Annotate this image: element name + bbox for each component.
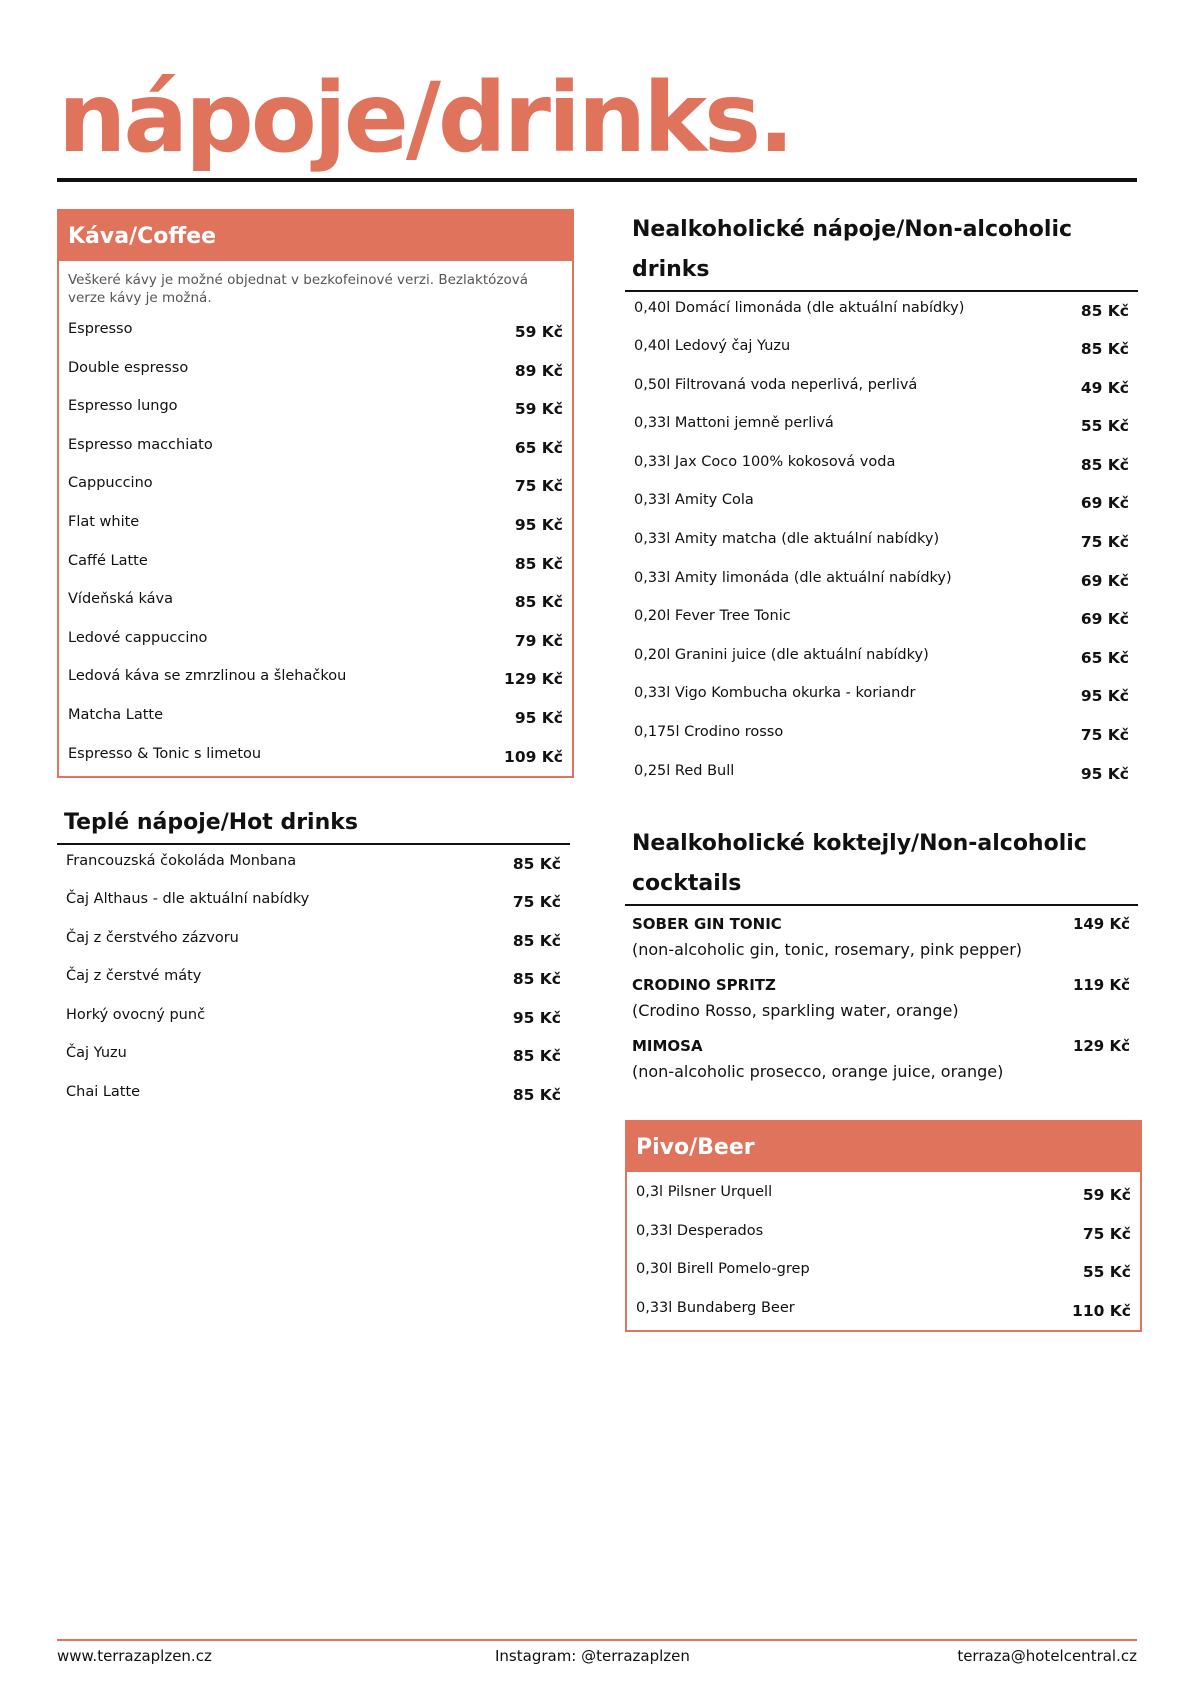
- cocktail-price: 129 Kč: [1072, 1036, 1130, 1055]
- menu-item-name: 0,40l Ledový čaj Yuzu: [634, 338, 791, 355]
- menu-item-row: [625, 755, 1138, 794]
- menu-item-row: [59, 390, 572, 429]
- menu-item-row: [627, 1176, 1140, 1215]
- menu-item-price: 69 Kč: [1080, 494, 1129, 513]
- menu-item-name: 0,33l Amity matcha (dle aktuální nabídky): [634, 531, 940, 548]
- menu-item-name: Espresso & Tonic s limetou: [68, 745, 262, 762]
- footer-instagram[interactable]: Instagram: @terrazaplzen: [495, 1647, 690, 1665]
- menu-item-name: Čaj z čerstvého zázvoru: [66, 929, 239, 946]
- menu-item-row: [57, 1076, 570, 1115]
- footer-email[interactable]: terraza@hotelcentral.cz: [957, 1647, 1137, 1665]
- menu-item-name: Double espresso: [68, 359, 189, 376]
- menu-item-row: [625, 677, 1138, 716]
- cocktail-name: MIMOSA: [632, 1036, 703, 1055]
- menu-item-price: 69 Kč: [1080, 610, 1129, 629]
- cocktail-item: [625, 967, 1138, 1028]
- hot-drinks-list: [57, 845, 570, 1115]
- menu-item-name: 0,33l Bundaberg Beer: [636, 1299, 795, 1316]
- coffee-note: Veškeré kávy je možné objednat v bezkofeinové verzi. Bezlaktózová verze kávy je možná.: [68, 272, 528, 306]
- cocktail-item: [625, 906, 1138, 967]
- menu-item-price: 129 Kč: [504, 670, 563, 689]
- cocktail-name: SOBER GIN TONIC: [632, 914, 782, 933]
- menu-item-row: [59, 429, 572, 468]
- menu-item-row: [59, 545, 572, 584]
- title-divider: [57, 178, 1137, 182]
- menu-item-price: 89 Kč: [514, 361, 563, 380]
- menu-item-row: [59, 467, 572, 506]
- menu-item-name: 0,33l Amity limonáda (dle aktuální nabídky): [634, 569, 952, 586]
- cocktails-header: Nealkoholické koktejly/Non-alcoholic cocktails: [632, 831, 1087, 896]
- menu-item-row: [625, 292, 1138, 331]
- menu-item-price: 85 Kč: [514, 554, 563, 573]
- non-alcoholic-header: Nealkoholické nápoje/Non-alcoholic drinks: [632, 217, 1073, 282]
- menu-item-price: 85 Kč: [1080, 340, 1129, 359]
- menu-item-price: 85 Kč: [1080, 301, 1129, 320]
- menu-item-name: Caffé Latte: [68, 552, 148, 569]
- menu-item-price: 59 Kč: [1082, 1186, 1131, 1204]
- cocktail-item: [625, 1028, 1138, 1089]
- menu-item-row: [57, 999, 570, 1038]
- menu-item-name: 0,50l Filtrovaná voda neperlivá, perlivá: [634, 376, 918, 393]
- coffee-header: Káva/Coffee: [59, 211, 572, 261]
- menu-item-name: 0,20l Granini juice (dle aktuální nabídky): [634, 646, 929, 663]
- cocktail-description: (non-alcoholic prosecco, orange juice, orange): [632, 1061, 1004, 1081]
- cocktail-description: (Crodino Rosso, sparkling water, orange): [632, 1000, 959, 1020]
- hot-drinks-header: Teplé nápoje/Hot drinks: [64, 810, 358, 835]
- cocktails-section: [625, 824, 1138, 1089]
- menu-item-name: Vídeňská káva: [68, 591, 173, 608]
- menu-item-price: 75 Kč: [1082, 1224, 1131, 1243]
- cocktail-heading: [632, 976, 1130, 994]
- menu-item-name: 0,33l Amity Cola: [634, 492, 754, 509]
- menu-item-row: [57, 922, 570, 961]
- cocktail-heading: [632, 915, 1130, 933]
- menu-item-row: [59, 699, 572, 738]
- menu-item-name: Cappuccino: [68, 475, 153, 492]
- beer-list: [627, 1176, 1140, 1330]
- menu-item-row: [625, 369, 1138, 408]
- menu-item-name: Matcha Latte: [68, 706, 163, 723]
- menu-item-price: 55 Kč: [1082, 1263, 1131, 1282]
- menu-item-row: [59, 352, 572, 391]
- menu-item-name: 0,40l Domácí limonáda (dle aktuální nabídky): [634, 299, 965, 316]
- menu-item-row: [57, 1037, 570, 1076]
- beer-section: [625, 1120, 1142, 1332]
- menu-item-price: 95 Kč: [514, 515, 563, 534]
- menu-item-row: [625, 523, 1138, 562]
- menu-item-name: 0,33l Vigo Kombucha okurka - koriandr: [634, 685, 916, 702]
- menu-item-name: 0,20l Fever Tree Tonic: [634, 608, 791, 625]
- menu-item-price: 85 Kč: [512, 970, 561, 989]
- menu-item-price: 75 Kč: [514, 477, 563, 496]
- menu-item-name: Espresso lungo: [68, 398, 178, 415]
- menu-item-row: [627, 1215, 1140, 1254]
- menu-item-name: Čaj Althaus - dle aktuální nabídky: [66, 891, 310, 908]
- menu-item-row: [627, 1253, 1140, 1292]
- cocktail-heading: [632, 1037, 1130, 1055]
- menu-item-row: [625, 407, 1138, 446]
- menu-item-price: 59 Kč: [514, 323, 563, 341]
- cocktail-name: CRODINO SPRITZ: [632, 975, 776, 994]
- menu-item-name: Espresso macchiato: [68, 436, 213, 453]
- menu-item-price: 85 Kč: [512, 931, 561, 950]
- menu-item-name: 0,33l Jax Coco 100% kokosová voda: [634, 453, 896, 470]
- menu-item-row: [59, 506, 572, 545]
- menu-item-price: 75 Kč: [1080, 726, 1129, 745]
- menu-item-price: 95 Kč: [512, 1008, 561, 1027]
- menu-item-row: [59, 622, 572, 661]
- menu-item-row: [627, 1292, 1140, 1331]
- coffee-list: [59, 313, 572, 776]
- menu-item-row: [625, 330, 1138, 369]
- cocktail-price: 119 Kč: [1072, 975, 1130, 994]
- menu-item-name: Čaj z čerstvé máty: [66, 968, 202, 985]
- menu-item-row: [625, 446, 1138, 485]
- menu-item-name: 0,25l Red Bull: [634, 762, 735, 779]
- cocktails-list: [625, 906, 1138, 1089]
- menu-item-price: 95 Kč: [1080, 687, 1129, 706]
- hot-drinks-section: [57, 803, 570, 1115]
- menu-item-row: [625, 562, 1138, 601]
- menu-item-name: 0,33l Mattoni jemně perlivá: [634, 415, 834, 432]
- menu-item-price: 109 Kč: [504, 747, 563, 766]
- menu-item-name: Čaj Yuzu: [66, 1045, 127, 1062]
- menu-item-price: 79 Kč: [514, 631, 563, 650]
- coffee-section: [57, 209, 574, 778]
- cocktail-description: (non-alcoholic gin, tonic, rosemary, pink pepper): [632, 939, 1023, 959]
- menu-item-name: Chai Latte: [66, 1084, 141, 1101]
- menu-item-row: [57, 960, 570, 999]
- menu-item-price: 65 Kč: [1080, 648, 1129, 667]
- menu-item-row: [59, 583, 572, 622]
- menu-item-name: Flat white: [68, 513, 140, 530]
- menu-item-price: 85 Kč: [512, 1086, 561, 1105]
- menu-item-price: 85 Kč: [512, 1047, 561, 1066]
- menu-item-name: 0,30l Birell Pomelo-grep: [636, 1261, 810, 1278]
- footer-divider: [57, 1639, 1137, 1641]
- menu-item-row: [625, 639, 1138, 678]
- menu-item-name: 0,33l Desperados: [636, 1222, 764, 1239]
- menu-item-row: [57, 845, 570, 884]
- menu-item-name: Horký ovocný punč: [66, 1006, 206, 1023]
- menu-item-price: 65 Kč: [514, 438, 563, 457]
- menu-item-price: 85 Kč: [512, 854, 561, 873]
- page-title: nápoje/drinks.: [58, 62, 792, 174]
- menu-item-name: 0,175l Crodino rosso: [634, 724, 784, 741]
- menu-item-row: [59, 313, 572, 352]
- menu-item-price: 85 Kč: [514, 593, 563, 612]
- menu-item-price: 110 Kč: [1072, 1301, 1131, 1320]
- menu-item-name: Espresso: [68, 321, 133, 337]
- menu-item-name: Ledová káva se zmrzlinou a šlehačkou: [68, 668, 347, 685]
- menu-item-name: Francouzská čokoláda Monbana: [66, 852, 297, 869]
- menu-item-name: Ledové cappuccino: [68, 629, 208, 646]
- menu-item-price: 49 Kč: [1080, 378, 1129, 397]
- menu-item-row: [57, 883, 570, 922]
- menu-item-price: 95 Kč: [514, 708, 563, 727]
- menu-item-price: 69 Kč: [1080, 571, 1129, 590]
- menu-item-name: 0,3l Pilsner Urquell: [636, 1184, 773, 1200]
- menu-item-row: [59, 660, 572, 699]
- menu-item-row: [59, 738, 572, 777]
- menu-item-price: 95 Kč: [1080, 764, 1129, 783]
- menu-item-price: 59 Kč: [514, 400, 563, 419]
- menu-item-row: [625, 716, 1138, 755]
- menu-item-row: [625, 600, 1138, 639]
- beer-header: Pivo/Beer: [627, 1122, 1140, 1172]
- menu-item-price: 85 Kč: [1080, 455, 1129, 474]
- menu-item-price: 75 Kč: [512, 893, 561, 912]
- menu-item-price: 75 Kč: [1080, 533, 1129, 552]
- cocktail-price: 149 Kč: [1072, 914, 1130, 933]
- menu-item-price: 55 Kč: [1080, 417, 1129, 436]
- menu-item-row: [625, 484, 1138, 523]
- footer-website[interactable]: www.terrazaplzen.cz: [57, 1647, 212, 1665]
- non-alcoholic-list: [625, 292, 1138, 794]
- non-alcoholic-section: [625, 210, 1138, 793]
